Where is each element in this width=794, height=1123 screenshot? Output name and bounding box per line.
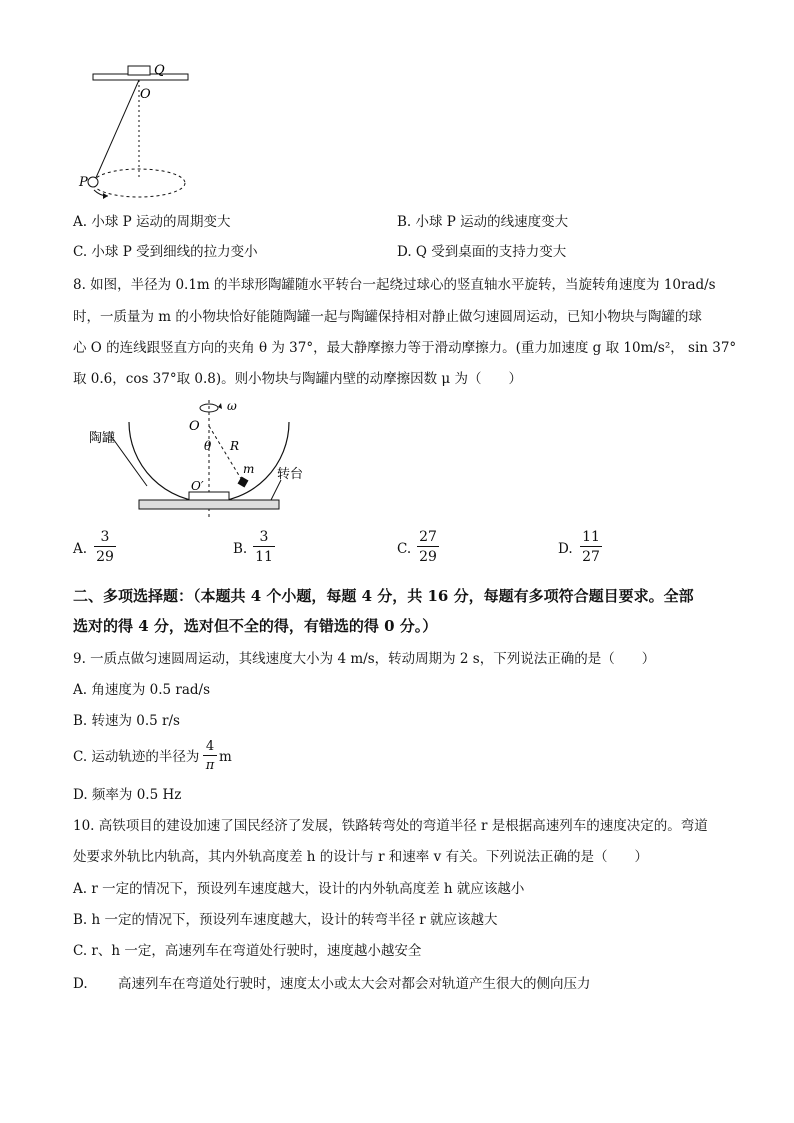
string [95, 80, 139, 180]
block-q [128, 66, 150, 75]
turntable-label-leader [271, 480, 281, 500]
omega-arrowhead [218, 403, 222, 409]
conical-pendulum-figure [72, 62, 202, 202]
q9-option-a[interactable]: A. 角速度为 0.5 rad/s [73, 682, 211, 698]
q8-option-b-label[interactable]: B. [233, 541, 248, 557]
q8-stem-line3: 心 O 的连线跟竖直方向的夹角 θ 为 37°，最大静摩擦力等于滑动摩擦力。(重力加速度 g 取 10m/s²， sin 37° [73, 340, 737, 356]
ball-p [88, 177, 98, 187]
q7-option-c[interactable]: C. 小球 P 受到细线的拉力变小 [73, 244, 258, 260]
q10-option-d[interactable]: 高速列车在弯道处行驶时，速度太小或太大会对都会对轨道产生很大的侧向压力 [118, 976, 591, 992]
q7-option-b[interactable]: B. 小球 P 运动的线速度变大 [397, 214, 569, 230]
q8-option-a-label[interactable]: A. [73, 541, 88, 557]
section2-heading-line1: 二、多项选择题：（本题共 4 个小题，每题 4 分，共 16 分，每题有多项符合题目要求。全部 [73, 587, 694, 605]
q9-stem: 9. 一质点做匀速圆周运动，其线速度大小为 4 m/s，转动周期为 2 s，下列说法正确的是（ ） [73, 651, 656, 667]
q7-option-a[interactable]: A. 小球 P 运动的周期变大 [73, 214, 231, 230]
q10-option-a[interactable]: A. r 一定的情况下，预设列车速度越大，设计的内外轨高度差 h 就应该越小 [73, 881, 525, 897]
jar-label-leader [111, 436, 147, 486]
q9-option-c-fraction: 4 π [203, 740, 217, 772]
radius-line [209, 426, 243, 482]
hemispherical-jar-figure [85, 396, 304, 522]
block-m [238, 477, 249, 488]
label-o: O [189, 419, 200, 434]
jar-base [189, 492, 229, 500]
label-jar: 陶罐 [89, 431, 116, 446]
q8-stem-line1: 8. 如图，半径为 0.1m 的半球形陶罐随水平转台一起绕过球心的竖直轴水平旋转，当旋转角速度为 10rad/s [73, 277, 716, 293]
label-turntable: 转台 [277, 467, 304, 482]
label-o: O [140, 87, 151, 102]
label-omega: ω [227, 399, 237, 413]
label-m: m [243, 462, 255, 476]
q8-option-d-label[interactable]: D. [558, 541, 573, 557]
arrowhead [103, 193, 108, 199]
q10-option-d-label[interactable]: D. [73, 976, 88, 992]
circular-path [93, 169, 185, 197]
turntable [139, 500, 279, 509]
q8-option-a-fraction: 3 29 [94, 530, 116, 564]
q8-option-c-fraction: 27 29 [417, 530, 439, 564]
q8-stem-line4: 取 0.6，cos 37°取 0.8)。则小物块与陶罐内壁的动摩擦因数 μ 为（ ） [73, 371, 522, 387]
section2-heading-line2: 选对的得 4 分，选对但不全的得，有错选的得 0 分。） [73, 617, 438, 635]
label-o-prime: O′ [191, 479, 204, 493]
q10-option-b[interactable]: B. h 一定的情况下，预设列车速度越大，设计的转弯半径 r 就应该越大 [73, 912, 498, 928]
q7-option-d[interactable]: D. Q 受到桌面的支持力变大 [397, 244, 567, 260]
label-p: P [79, 175, 88, 190]
q8-option-b-fraction: 3 11 [253, 530, 275, 564]
q9-option-c[interactable]: C. 运动轨迹的半径为 [73, 749, 200, 765]
q8-stem-line2: 时，一质量为 m 的小物块恰好能随陶罐一起与陶罐保持相对静止做匀速圆周运动，已知小物块与陶罐的球 [73, 309, 702, 325]
q10-option-c[interactable]: C. r、h 一定，高速列车在弯道处行驶时，速度越小越安全 [73, 943, 422, 959]
q9-option-d[interactable]: D. 频率为 0.5 Hz [73, 787, 182, 803]
q9-option-b[interactable]: B. 转速为 0.5 r/s [73, 713, 180, 729]
label-theta: θ [204, 439, 212, 453]
q10-stem-line2: 处要求外轨比内轨高，其内外轨高度差 h 的设计与 r 和速率 v 有关。下列说法正确的是（ ） [73, 849, 649, 865]
q10-stem-line1: 10. 高铁项目的建设加速了国民经济了发展，铁路转弯处的弯道半径 r 是根据高速列车的速度决定的。弯道 [73, 818, 708, 834]
q8-option-c-label[interactable]: C. [397, 541, 412, 557]
label-r: R [230, 439, 240, 453]
label-q: Q [154, 63, 165, 78]
q8-option-d-fraction: 11 27 [580, 530, 602, 564]
q9-option-c-unit: m [219, 749, 232, 765]
